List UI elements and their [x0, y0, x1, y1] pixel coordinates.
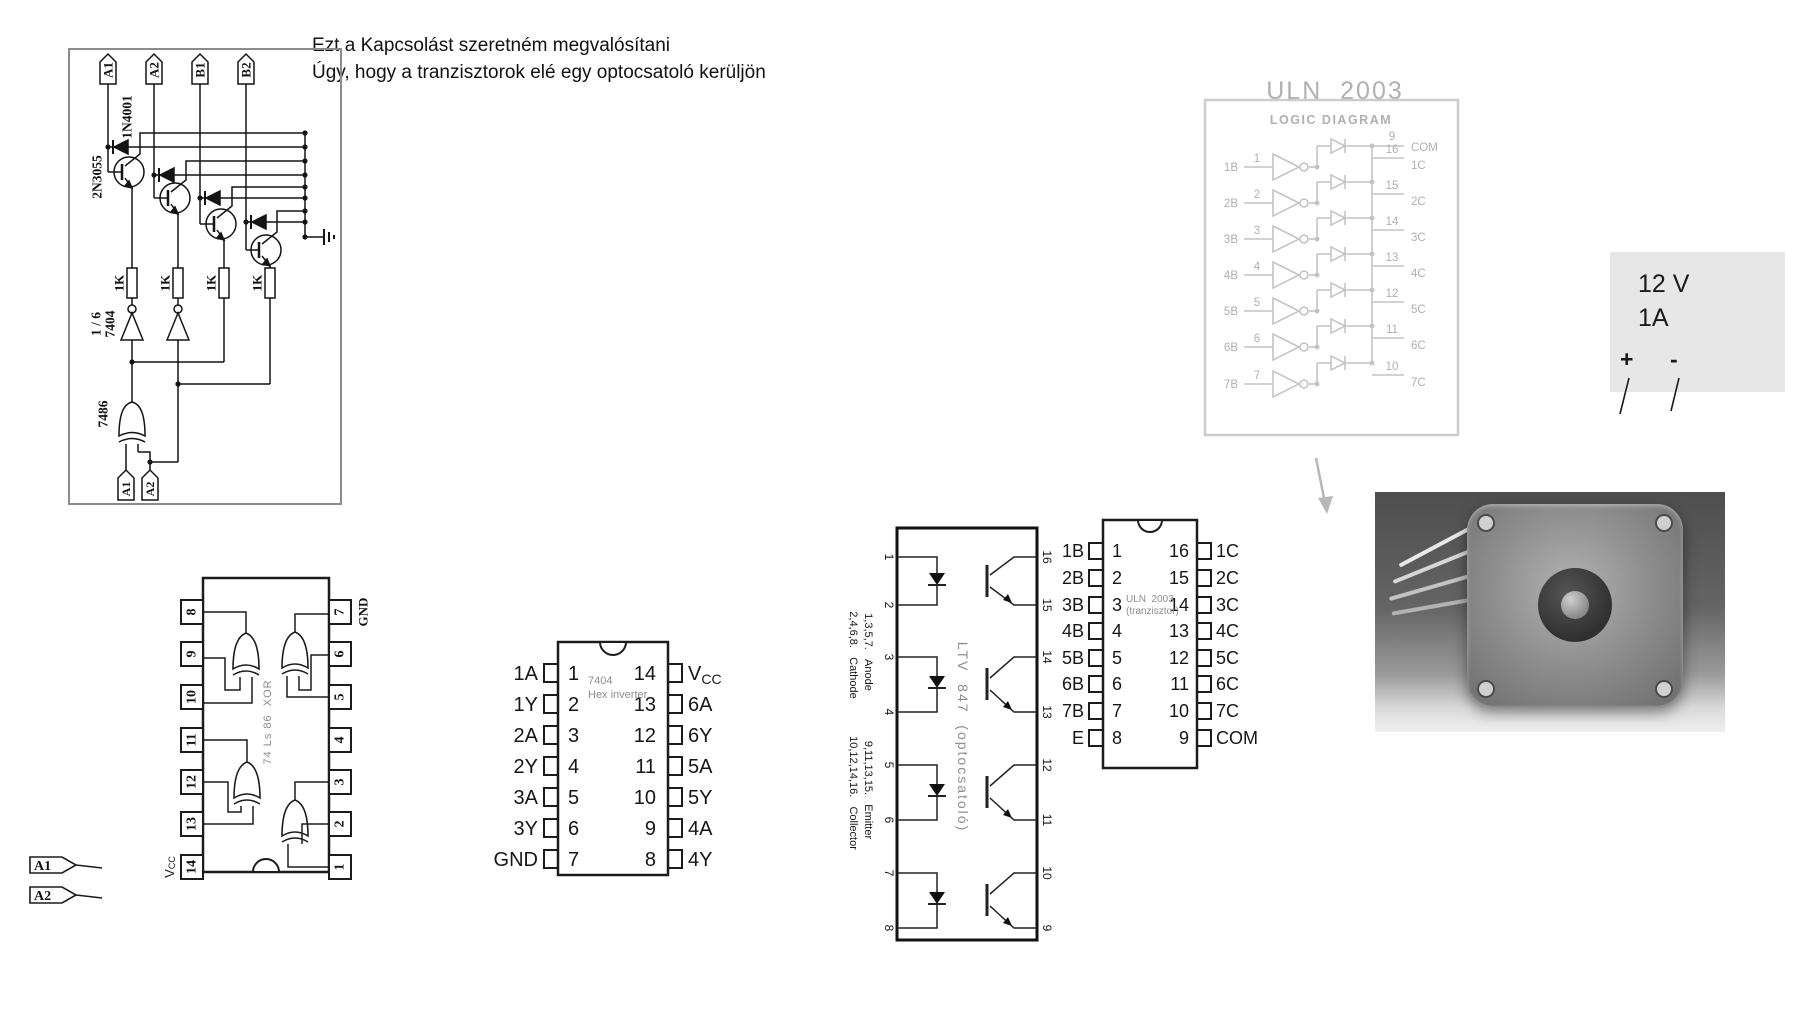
hex-chip-name: 7404: [588, 675, 613, 687]
pin-number: 13: [633, 694, 656, 716]
uln-row-out: 6C: [1411, 340, 1426, 352]
pin-number: 7: [882, 869, 896, 877]
pin-number: 11: [635, 756, 656, 778]
uln-row-in: 1B: [1223, 162, 1238, 174]
pin-number: 12: [184, 775, 200, 789]
resistor-label-3: 1K: [203, 274, 219, 292]
pin-number: 3: [568, 725, 580, 747]
uln-row-inpin: 2: [1253, 189, 1261, 201]
flag-label-a1: A1: [100, 62, 116, 78]
pin-label: 6B: [1061, 674, 1084, 694]
pin-number: 10: [1040, 866, 1054, 880]
pin-number: 13: [1168, 621, 1189, 641]
xor-flag-a1-label: A1: [34, 859, 52, 874]
pin-label: 2C: [1216, 568, 1240, 588]
motor-screw: [1655, 514, 1673, 532]
power-supply-block: [1610, 252, 1785, 392]
opto-cathode-note: 2,4,6,8. Cathode: [847, 611, 859, 699]
pin-number: 2: [1112, 568, 1123, 588]
uln-row-inpin: 6: [1253, 333, 1261, 345]
inverter-1: [121, 298, 143, 402]
pin-number: 6: [882, 816, 896, 824]
xor-gate-7486: [119, 402, 150, 470]
uln-row-outpin: 10: [1385, 361, 1399, 373]
opto-anode-note: 1,3,5,7. Anode: [862, 613, 874, 691]
pin-number: 1: [1112, 541, 1123, 561]
pin-number: 8: [882, 924, 896, 932]
psu-leads: [1612, 375, 1702, 420]
pin-number: 12: [1168, 648, 1189, 668]
uln-row-in: 4B: [1223, 270, 1238, 282]
pin-number: 10: [184, 690, 200, 704]
uln2003-logic-diagram: [1195, 70, 1475, 525]
pin-number: 11: [1040, 813, 1054, 827]
pin-number: 13: [184, 817, 200, 831]
opto-emitter-note: 9,11,13,15. Emitter: [862, 740, 874, 840]
pin-number: 5: [332, 693, 348, 701]
pin-number: 5: [568, 787, 580, 809]
resistor-label-2: 1K: [157, 274, 173, 292]
pin-label: 2Y: [513, 756, 538, 778]
flag-label-a2-bottom: A2: [143, 481, 157, 497]
uln-logic-subtitle: LOGIC DIAGRAM: [1269, 113, 1393, 127]
hex-chip-desc: Hex inverter: [588, 689, 648, 701]
pin-number: 3: [1112, 595, 1123, 615]
resistor-label-1: 1K: [111, 274, 127, 292]
uln-row-outpin: 16: [1385, 144, 1399, 156]
pin-number: 6: [1112, 674, 1123, 694]
pin-number: 14: [633, 663, 656, 685]
pin-number: 7: [568, 849, 580, 871]
xor-flag-a2-label: A2: [34, 889, 52, 904]
uln-row-outpin: 15: [1385, 180, 1399, 192]
pin-number: 9: [1040, 924, 1054, 932]
psu-minus: -: [1670, 346, 1678, 372]
uln-row-outpin: 12: [1385, 288, 1399, 300]
transistor-schematic: [68, 48, 342, 505]
pin-label: 5B: [1061, 648, 1084, 668]
motor-shaft: [1561, 591, 1589, 619]
pin-number: 16: [1040, 550, 1054, 564]
pin-number: 9: [644, 818, 656, 840]
motor-screw: [1477, 680, 1495, 698]
uln-row-out: 3C: [1411, 232, 1426, 244]
pin-number: 8: [184, 608, 200, 616]
motor-screw: [1655, 680, 1673, 698]
pin-number: 10: [1168, 701, 1189, 721]
pin-label: 5A: [688, 756, 713, 778]
pin-label: 4C: [1216, 621, 1240, 641]
note-line-1: Ezt a Kapcsolást szeretném megvalósítani: [312, 35, 671, 56]
pin-label: 1C: [1216, 541, 1240, 561]
pin-number: 16: [1168, 541, 1189, 561]
pin-label: 3C: [1216, 595, 1240, 615]
ground-symbol: [324, 229, 334, 245]
pin-number: 2: [332, 820, 348, 828]
pin-label: 7C: [1216, 701, 1240, 721]
down-arrow-icon: [1316, 458, 1333, 514]
pin-number: 2: [568, 694, 580, 716]
inverter-label-fraction: 1 / 6: [88, 311, 104, 337]
xor-chip-74ls86: [20, 560, 380, 915]
pin-number: 12: [1040, 758, 1054, 772]
pin-number: 14: [184, 860, 200, 874]
uln-logic-rows: [1224, 139, 1426, 397]
uln-row-in: 7B: [1223, 379, 1238, 391]
flag-label-b1: B1: [192, 62, 208, 78]
pin-label: 6Y: [688, 725, 713, 747]
uln-row-out: 1C: [1411, 160, 1426, 172]
resistor-label-4: 1K: [249, 274, 265, 292]
pin-number: 10: [633, 787, 656, 809]
common-bus: [305, 133, 324, 237]
pin-label: 3Y: [513, 818, 538, 840]
note-text: [312, 32, 766, 86]
pin-number: 5: [1112, 648, 1123, 668]
pin-label: 5C: [1216, 648, 1240, 668]
pin-label: E: [1071, 728, 1084, 748]
pin-label: 7B: [1061, 701, 1084, 721]
pin-number: 15: [1168, 568, 1189, 588]
uln-row-out: 2C: [1411, 196, 1426, 208]
pin-number: 7: [1112, 701, 1123, 721]
transistor-q3: [206, 187, 305, 268]
pin-number: 5: [882, 761, 896, 769]
pin-number: 4: [568, 756, 580, 778]
uln-row-out: 7C: [1411, 377, 1426, 389]
pin-number: 4: [332, 736, 348, 744]
pin-label: 3B: [1061, 595, 1084, 615]
uln-chip-subname: (tranzisztor): [1126, 606, 1179, 617]
uln-row-outpin: 11: [1386, 324, 1398, 336]
diode-label: 1N4001: [119, 95, 135, 139]
uln-row-out: 5C: [1411, 304, 1426, 316]
pin-number: 12: [633, 725, 656, 747]
uln2003-chip: [1050, 500, 1280, 790]
note-line-2: Úgy, hogy a tranzisztorok elé egy optocsatoló kerüljön: [312, 62, 766, 83]
pin-label: 1Y: [513, 694, 538, 716]
pin-label: COM: [1216, 728, 1258, 748]
uln-row-in: 6B: [1223, 342, 1238, 354]
pin-label: 1B: [1061, 541, 1084, 561]
motor-body: [1467, 504, 1683, 706]
xor-chip-vcc-label: [162, 856, 178, 878]
uln-row-in: 5B: [1223, 306, 1238, 318]
pin-number: 1: [332, 863, 348, 871]
xor-chip-part-label: 74 Ls 86 XOR: [262, 679, 274, 765]
pin-label: 4Y: [688, 849, 713, 871]
pin-number: 11: [1170, 674, 1189, 694]
uln-row-inpin: 4: [1253, 261, 1261, 273]
pin-label: GND: [493, 849, 538, 871]
opto-part-label: LTV 847 (optocsatoló): [955, 641, 971, 833]
pin-label: 6C: [1216, 674, 1240, 694]
pin-label: 3A: [513, 787, 538, 809]
pin-number: 6: [568, 818, 580, 840]
vcc-cc: CC: [167, 856, 177, 870]
xor-chip-gnd-label: GND: [355, 597, 371, 627]
psu-voltage: 12 V: [1638, 270, 1690, 298]
uln-row-inpin: 7: [1253, 370, 1261, 382]
inverter-label-part: 7404: [102, 310, 118, 338]
flag-label-a2: A2: [146, 62, 162, 78]
pin-number: 8: [644, 849, 656, 871]
uln-com-pin: 9: [1388, 131, 1396, 143]
opto-collector-note: 10,12,14,16. Collector: [847, 736, 859, 850]
flag-label-b2: B2: [238, 62, 254, 78]
pin-number: 8: [1112, 728, 1123, 748]
vcc-v: V: [161, 869, 177, 878]
pin-number: 14: [1168, 595, 1189, 615]
pin-number: 9: [184, 650, 200, 658]
uln-row-inpin: 5: [1253, 297, 1261, 309]
uln-row-out: 4C: [1411, 268, 1426, 280]
pin-number: 6: [332, 650, 348, 658]
vcc-cc: CC: [701, 671, 722, 687]
pin-label: 5Y: [688, 787, 713, 809]
inverter-2: [167, 298, 189, 462]
uln-row-in: 3B: [1223, 234, 1238, 246]
pin-number: 7: [332, 608, 348, 616]
pin-number: 3: [882, 653, 896, 661]
uln-row-in: 2B: [1223, 198, 1238, 210]
pin-number: 4: [882, 708, 896, 716]
pin-label: 6A: [688, 694, 713, 716]
uln-row-outpin: 13: [1385, 252, 1399, 264]
pin-number: 11: [184, 733, 200, 747]
pin-number: 1: [568, 663, 580, 685]
stepper-motor-photo: [1375, 492, 1725, 732]
hex-inverter-7404: [460, 630, 722, 890]
pin-label: 2B: [1061, 568, 1084, 588]
pin-number: 13: [1040, 705, 1054, 719]
pin-label: 4B: [1061, 621, 1084, 641]
pin-number: 1: [882, 553, 896, 561]
pin-label: 2A: [513, 725, 538, 747]
pin-number: 4: [1112, 621, 1123, 641]
pin-number: 3: [332, 778, 348, 786]
pin-label: 4A: [688, 818, 713, 840]
xor-label: 7486: [95, 400, 111, 428]
pin-label-vcc: [688, 663, 722, 687]
transistor-label: 2N3055: [89, 155, 105, 199]
pin-number: 9: [1178, 728, 1189, 748]
psu-plus: +: [1620, 346, 1634, 372]
flag-label-a1-bottom: A1: [119, 481, 133, 497]
uln-logic-title: ULN 2003: [1266, 77, 1404, 105]
uln-chip-name: ULN 2003: [1126, 594, 1174, 605]
uln-com-label: COM: [1411, 142, 1438, 154]
pin-number: 15: [1040, 598, 1054, 612]
uln-row-inpin: 3: [1253, 225, 1261, 237]
pin-number: 14: [1040, 650, 1054, 664]
pin-number: 2: [882, 601, 896, 609]
vcc-v: V: [688, 663, 702, 685]
uln-row-outpin: 14: [1385, 216, 1399, 228]
uln-row-inpin: 1: [1253, 153, 1261, 165]
motor-screw: [1477, 514, 1495, 532]
psu-current: 1A: [1638, 304, 1669, 332]
pin-label: 1A: [513, 663, 538, 685]
